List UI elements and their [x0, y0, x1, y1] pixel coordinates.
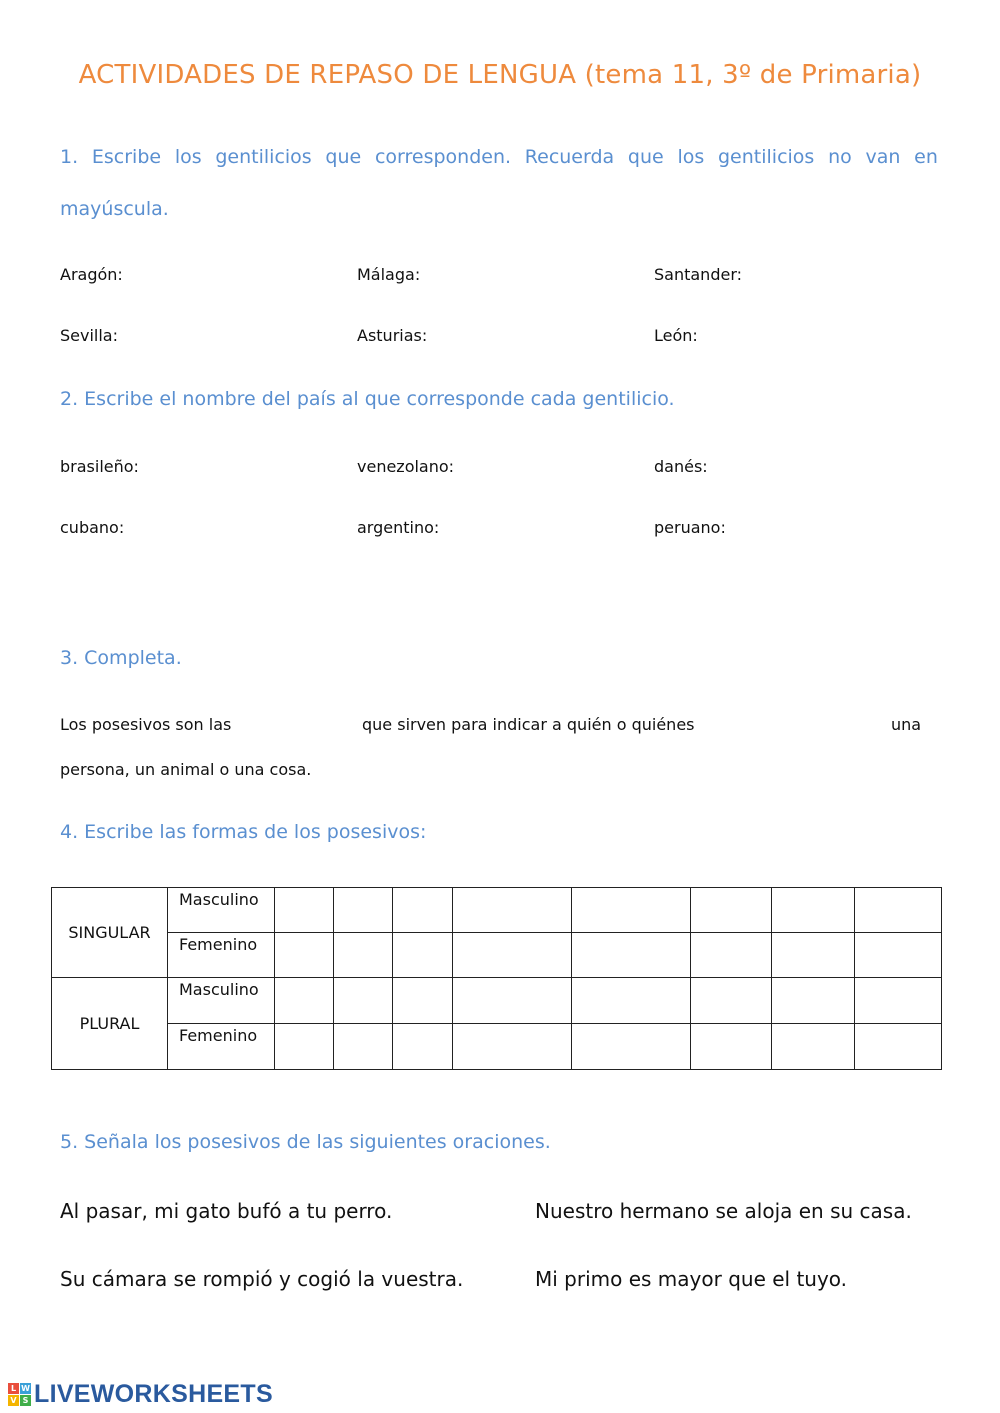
answer-cell[interactable] — [572, 888, 691, 933]
q1-heading-word: corresponden. — [374, 146, 512, 168]
q1-heading-word: gentilicios — [718, 146, 815, 168]
answer-cell[interactable] — [393, 1024, 453, 1070]
table-row — [52, 978, 942, 1024]
answer-cell[interactable] — [691, 888, 772, 933]
q2-answer-peruano[interactable] — [735, 513, 940, 541]
q1-heading-line1 — [60, 146, 938, 168]
answer-cell[interactable] — [572, 1024, 691, 1070]
q1-label-malaga: Málaga: — [357, 265, 421, 284]
q5-sentence-2[interactable]: Nuestro hermano se aloja en su casa. — [535, 1199, 912, 1223]
q5-sentence-1[interactable]: Al pasar, mi gato bufó a tu perro. — [60, 1199, 393, 1223]
answer-cell[interactable] — [691, 978, 772, 1024]
logo-square: L — [8, 1383, 19, 1394]
q1-heading-word: los — [677, 146, 705, 168]
q2-answer-danes[interactable] — [712, 452, 940, 480]
answer-cell[interactable] — [275, 933, 334, 978]
liveworksheets-logo — [8, 1380, 273, 1409]
q1-heading-word: gentilicios — [215, 146, 312, 168]
answer-cell[interactable] — [855, 1024, 942, 1070]
q1-heading-word: no — [828, 146, 852, 168]
q1-label-aragon: Aragón: — [60, 265, 123, 284]
q1-label-sevilla: Sevilla: — [60, 326, 118, 345]
answer-cell[interactable] — [275, 888, 334, 933]
q1-heading-word: que — [627, 146, 664, 168]
gender-label: Femenino — [168, 1024, 275, 1070]
answer-cell[interactable] — [855, 978, 942, 1024]
liveworksheets-logo-icon — [8, 1383, 31, 1406]
q3-blank-2[interactable] — [712, 709, 884, 737]
q1-heading-word: los — [174, 146, 202, 168]
q1-heading-word: Recuerda — [524, 146, 615, 168]
q2-label-argentino: argentino: — [357, 518, 440, 537]
q1-answer-malaga[interactable] — [432, 260, 632, 288]
q1-heading-word: en — [914, 146, 938, 168]
q2-label-cubano: cubano: — [60, 518, 125, 537]
q4-heading: 4. Escribe las formas de los posesivos: — [60, 821, 427, 843]
q2-heading: 2. Escribe el nombre del país al que corresponde cada gentilicio. — [60, 388, 675, 410]
answer-cell[interactable] — [855, 888, 942, 933]
answer-cell[interactable] — [572, 978, 691, 1024]
q1-heading-word: Escribe — [91, 146, 162, 168]
q2-answer-argentino[interactable] — [447, 513, 637, 541]
q1-label-santander: Santander: — [654, 265, 743, 284]
q5-sentence-3[interactable]: Su cámara se rompió y cogió la vuestra. — [60, 1267, 464, 1291]
q2-answer-venezolano[interactable] — [462, 452, 637, 480]
q3-text-part2: que sirven para indicar a quién o quiénes — [362, 715, 695, 734]
group-plural: PLURAL — [52, 978, 168, 1070]
answer-cell[interactable] — [334, 978, 393, 1024]
answer-cell[interactable] — [334, 933, 393, 978]
answer-cell[interactable] — [275, 978, 334, 1024]
answer-cell[interactable] — [572, 933, 691, 978]
q1-label-leon: León: — [654, 326, 698, 345]
q3-text-part3: una — [891, 715, 922, 734]
logo-square: S — [20, 1395, 31, 1406]
table-row — [52, 888, 942, 933]
q2-label-brasileno: brasileño: — [60, 457, 139, 476]
q3-blank-1[interactable] — [232, 709, 354, 737]
answer-cell[interactable] — [453, 888, 572, 933]
q1-label-asturias: Asturias: — [357, 326, 428, 345]
q1-answer-leon[interactable] — [705, 321, 940, 349]
q2-label-peruano: peruano: — [654, 518, 726, 537]
answer-cell[interactable] — [691, 933, 772, 978]
answer-cell[interactable] — [334, 888, 393, 933]
answer-cell[interactable] — [334, 1024, 393, 1070]
answer-cell[interactable] — [453, 978, 572, 1024]
q3-text-part1: Los posesivos son las — [60, 715, 232, 734]
answer-cell[interactable] — [275, 1024, 334, 1070]
gender-label: Masculino — [168, 888, 275, 933]
q3-text-line2: persona, un animal o una cosa. — [60, 760, 312, 779]
q5-heading: 5. Señala los posesivos de las siguientes oraciones. — [60, 1131, 551, 1153]
q2-label-danes: danés: — [654, 457, 708, 476]
group-singular: SINGULAR — [52, 888, 168, 978]
table-row — [52, 933, 942, 978]
gender-label: Masculino — [168, 978, 275, 1024]
q1-answer-asturias[interactable] — [432, 321, 632, 349]
q1-heading-word: van — [865, 146, 901, 168]
logo-square: W — [21, 1384, 30, 1393]
q1-answer-aragon[interactable] — [140, 260, 340, 288]
q2-label-venezolano: venezolano: — [357, 457, 455, 476]
q1-heading-word: 1. — [60, 146, 79, 168]
logo-text: LIVEWORKSHEETS — [34, 1380, 273, 1408]
answer-cell[interactable] — [453, 1024, 572, 1070]
answer-cell[interactable] — [393, 933, 453, 978]
page-title: ACTIVIDADES DE REPASO DE LENGUA (tema 11, 3º de Primaria) — [78, 60, 922, 90]
q1-heading-word: que — [325, 146, 362, 168]
q1-answer-santander[interactable] — [752, 260, 942, 288]
answer-cell[interactable] — [772, 888, 855, 933]
answer-cell[interactable] — [772, 933, 855, 978]
answer-cell[interactable] — [772, 1024, 855, 1070]
q1-answer-sevilla[interactable] — [125, 321, 340, 349]
answer-cell[interactable] — [393, 888, 453, 933]
table-row — [52, 1024, 942, 1070]
q2-answer-brasileno[interactable] — [145, 452, 340, 480]
answer-cell[interactable] — [855, 933, 942, 978]
q2-answer-cubano[interactable] — [132, 513, 340, 541]
answer-cell[interactable] — [453, 933, 572, 978]
gender-label: Femenino — [168, 933, 275, 978]
logo-square: V — [8, 1395, 19, 1406]
answer-cell[interactable] — [691, 1024, 772, 1070]
answer-cell[interactable] — [393, 978, 453, 1024]
q3-heading: 3. Completa. — [60, 647, 182, 669]
possessives-table — [51, 887, 942, 1070]
answer-cell[interactable] — [772, 978, 855, 1024]
q1-heading-line2: mayúscula. — [60, 198, 169, 220]
q5-sentence-4[interactable]: Mi primo es mayor que el tuyo. — [535, 1267, 848, 1291]
